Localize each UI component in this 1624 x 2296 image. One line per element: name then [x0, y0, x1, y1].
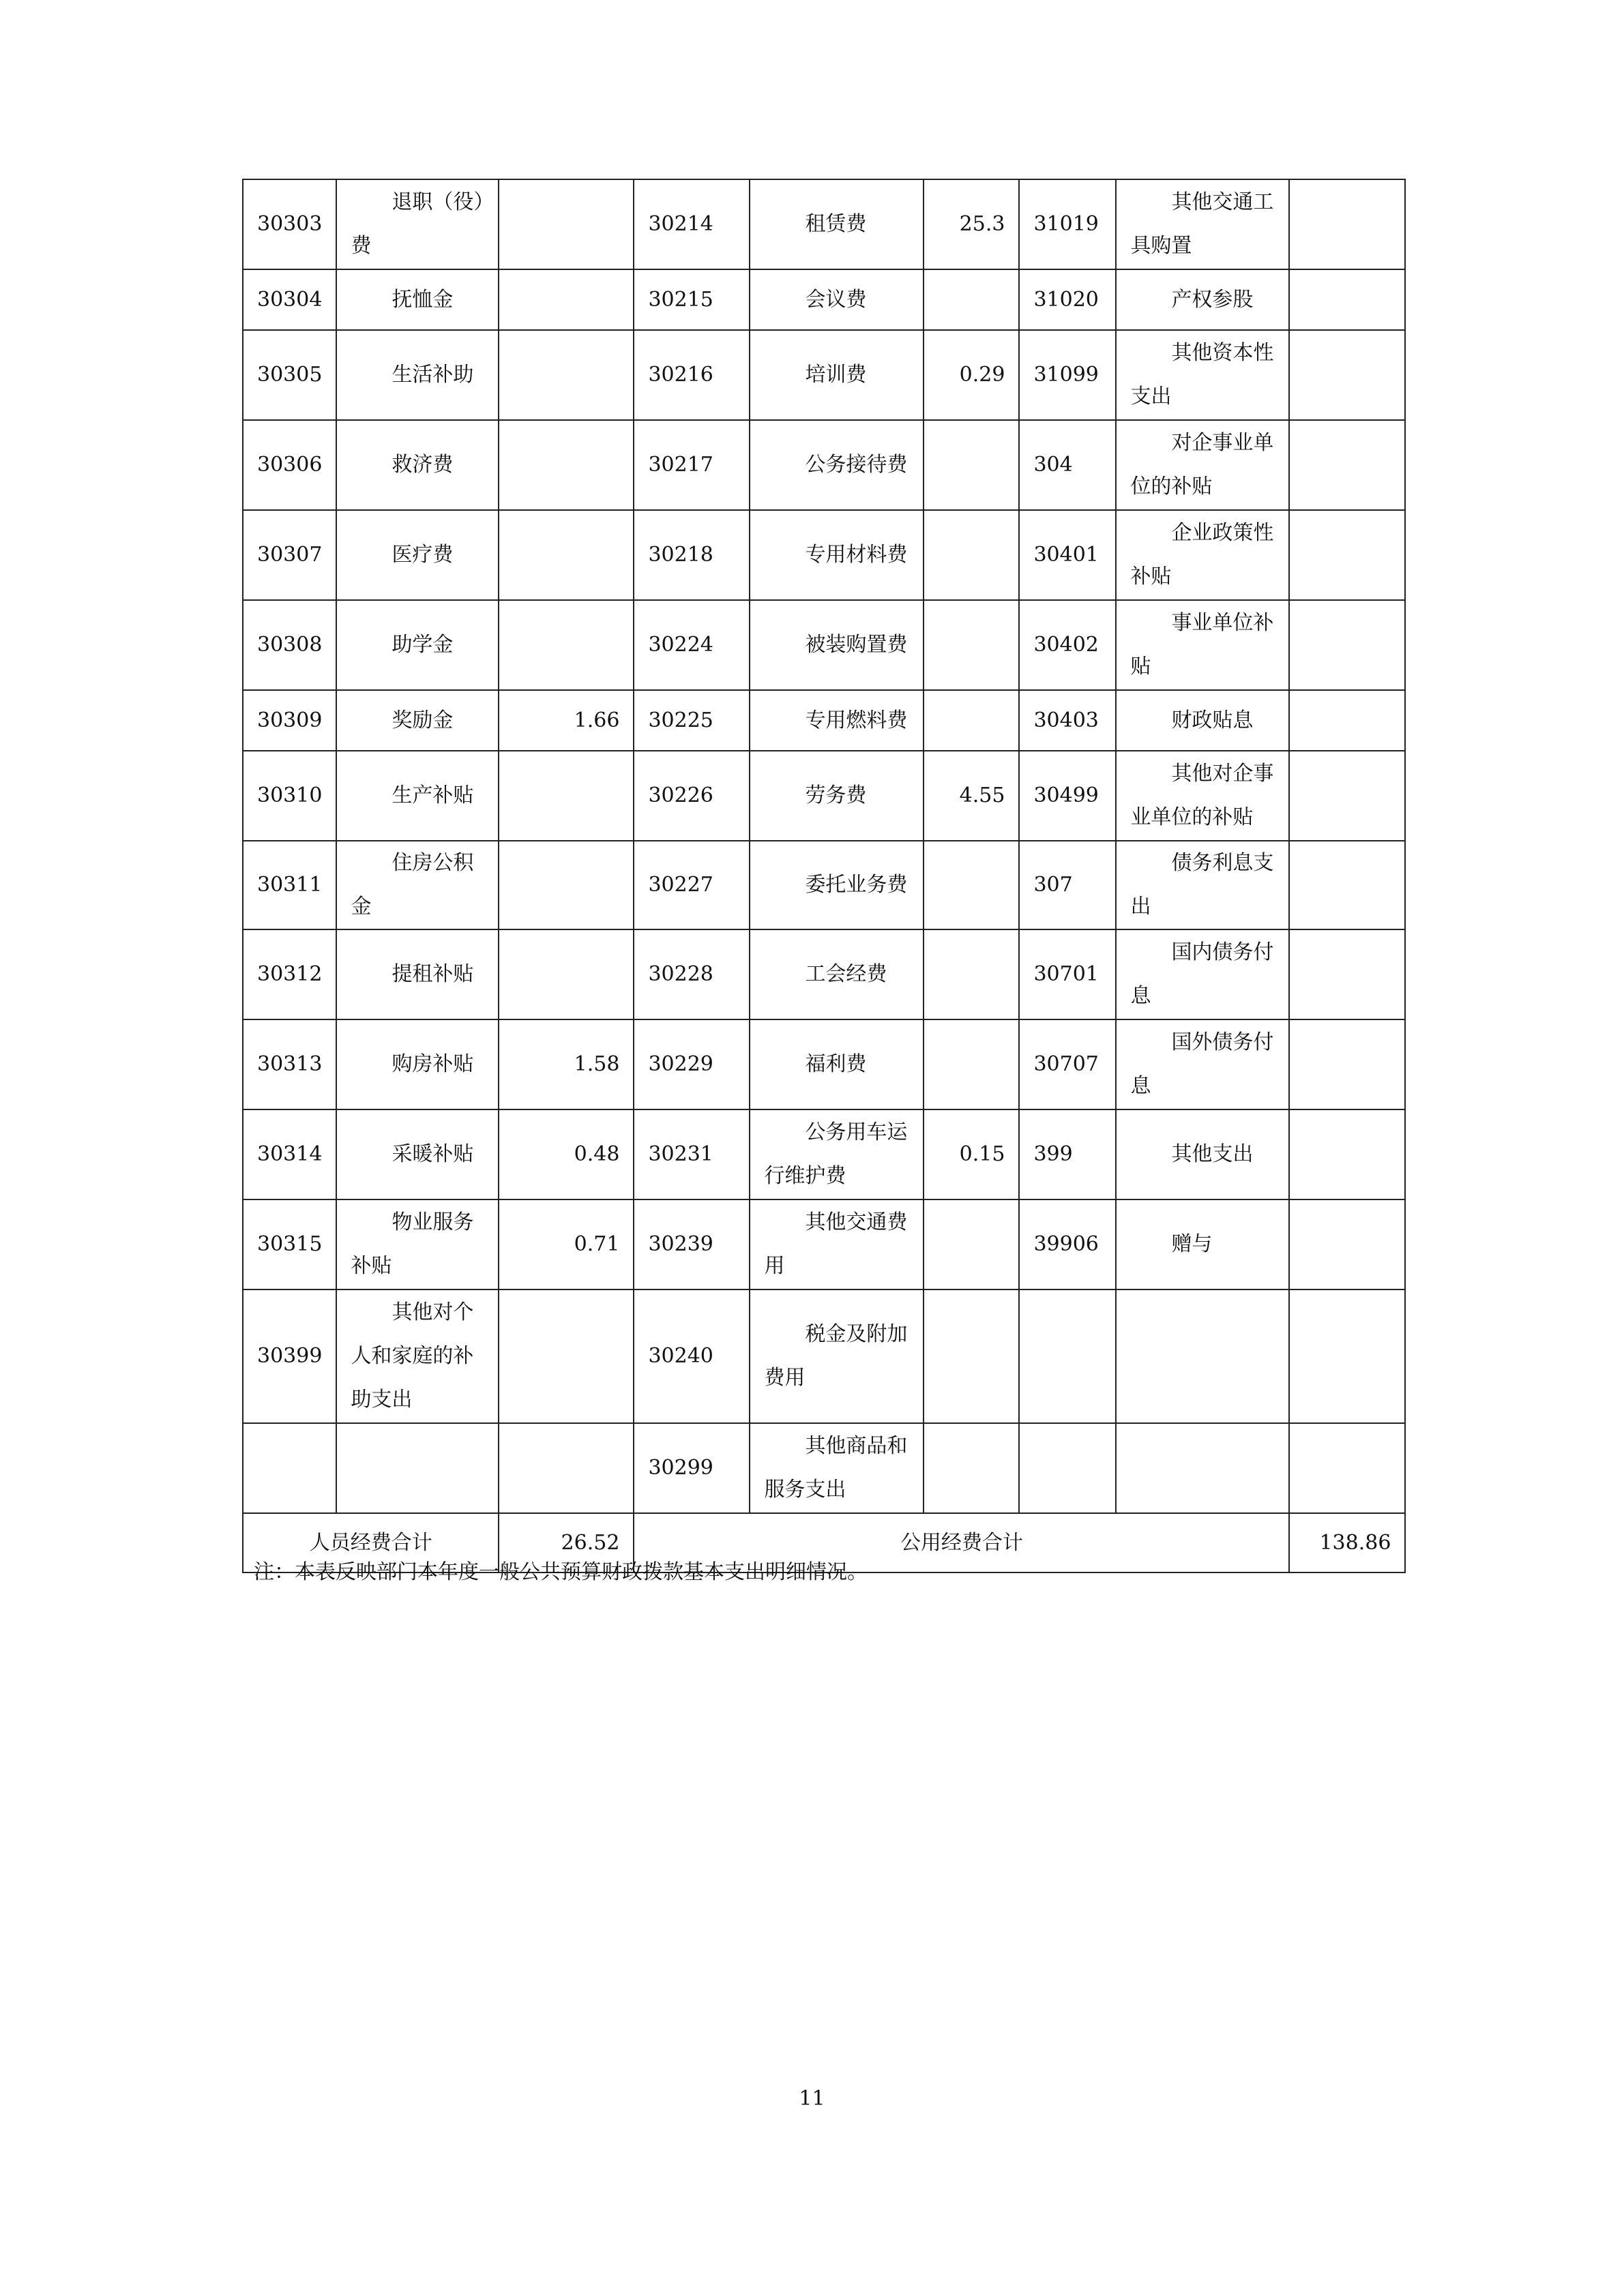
personnel-code: 30304: [243, 269, 336, 330]
public-item: 委托业务费: [750, 841, 924, 929]
public-amount: 0.29: [924, 330, 1019, 420]
public-total-value: 138.86: [1289, 1513, 1405, 1572]
public-item: 租赁费: [750, 179, 924, 269]
other-item: 对企事业单位的补贴: [1116, 420, 1289, 510]
table-row: [243, 420, 1405, 510]
public-item: 专用材料费: [750, 510, 924, 600]
personnel-code: 30306: [243, 420, 336, 510]
public-code: 30215: [634, 269, 750, 330]
public-item: 公务接待费: [750, 420, 924, 510]
personnel-item: 抚恤金: [336, 269, 499, 330]
personnel-item: 采暖补贴: [336, 1109, 499, 1199]
public-amount: [924, 1423, 1019, 1513]
public-code: 30214: [634, 179, 750, 269]
personnel-total-label: 人员经费合计: [243, 1513, 499, 1572]
personnel-amount: 0.71: [499, 1199, 634, 1289]
personnel-code: 30312: [243, 929, 336, 1019]
personnel-item: 提租补贴: [336, 929, 499, 1019]
personnel-item: 医疗费: [336, 510, 499, 600]
other-code: 30701: [1019, 929, 1116, 1019]
personnel-amount: [499, 600, 634, 690]
personnel-item: [336, 1423, 499, 1513]
table-body: [243, 179, 1405, 1572]
table-row: [243, 1019, 1405, 1109]
other-item: 国内债务付息: [1116, 929, 1289, 1019]
other-item: 产权参股: [1116, 269, 1289, 330]
public-amount: [924, 269, 1019, 330]
personnel-item: 救济费: [336, 420, 499, 510]
public-amount: [924, 1199, 1019, 1289]
other-item: 其他交通工具购置: [1116, 179, 1289, 269]
other-code: 30499: [1019, 751, 1116, 841]
personnel-item: 住房公积金: [336, 841, 499, 929]
other-code: 30402: [1019, 600, 1116, 690]
personnel-amount: [499, 179, 634, 269]
public-code: 30225: [634, 690, 750, 751]
table-row: [243, 751, 1405, 841]
personnel-amount: 1.58: [499, 1019, 634, 1109]
table-row: [243, 1109, 1405, 1199]
personnel-amount: [499, 1289, 634, 1423]
other-item: [1116, 1423, 1289, 1513]
personnel-code: 30307: [243, 510, 336, 600]
public-item: 福利费: [750, 1019, 924, 1109]
public-item: 专用燃料费: [750, 690, 924, 751]
other-item: 财政贴息: [1116, 690, 1289, 751]
public-amount: [924, 690, 1019, 751]
personnel-item: 助学金: [336, 600, 499, 690]
other-item: 企业政策性补贴: [1116, 510, 1289, 600]
personnel-amount: [499, 269, 634, 330]
public-amount: [924, 929, 1019, 1019]
other-amount: [1289, 929, 1405, 1019]
other-amount: [1289, 1109, 1405, 1199]
public-amount: [924, 1019, 1019, 1109]
personnel-item: 退职（役）费: [336, 179, 499, 269]
personnel-amount: [499, 510, 634, 600]
other-code: 31099: [1019, 330, 1116, 420]
public-code: 30228: [634, 929, 750, 1019]
other-code: 39906: [1019, 1199, 1116, 1289]
table-row: [243, 179, 1405, 269]
other-code: 399: [1019, 1109, 1116, 1199]
other-code: 30401: [1019, 510, 1116, 600]
public-amount: 25.3: [924, 179, 1019, 269]
other-item: [1116, 1289, 1289, 1423]
personnel-amount: [499, 420, 634, 510]
public-item: 被装购置费: [750, 600, 924, 690]
personnel-code: [243, 1423, 336, 1513]
other-amount: [1289, 1199, 1405, 1289]
personnel-item: 奖励金: [336, 690, 499, 751]
table-row: [243, 1289, 1405, 1423]
other-amount: [1289, 420, 1405, 510]
other-amount: [1289, 1019, 1405, 1109]
other-code: 304: [1019, 420, 1116, 510]
other-code: [1019, 1423, 1116, 1513]
personnel-code: 30308: [243, 600, 336, 690]
other-item: 其他对企事业单位的补贴: [1116, 751, 1289, 841]
table-row: [243, 269, 1405, 330]
expenditure-detail-table: [242, 179, 1406, 1573]
personnel-amount: [499, 751, 634, 841]
other-item: 其他支出: [1116, 1109, 1289, 1199]
public-code: 30218: [634, 510, 750, 600]
other-item: 事业单位补贴: [1116, 600, 1289, 690]
public-amount: [924, 420, 1019, 510]
public-item: 会议费: [750, 269, 924, 330]
other-item: 其他资本性支出: [1116, 330, 1289, 420]
public-item: 工会经费: [750, 929, 924, 1019]
public-amount: 4.55: [924, 751, 1019, 841]
public-item: 公务用车运行维护费: [750, 1109, 924, 1199]
public-item: 培训费: [750, 330, 924, 420]
personnel-code: 30311: [243, 841, 336, 929]
other-amount: [1289, 330, 1405, 420]
personnel-code: 30305: [243, 330, 336, 420]
personnel-code: 30303: [243, 179, 336, 269]
other-code: 307: [1019, 841, 1116, 929]
personnel-amount: 0.48: [499, 1109, 634, 1199]
table-row: [243, 600, 1405, 690]
public-code: 30217: [634, 420, 750, 510]
other-code: [1019, 1289, 1116, 1423]
table-row: [243, 1199, 1405, 1289]
table-row: [243, 841, 1405, 929]
public-code: 30224: [634, 600, 750, 690]
public-item: 劳务费: [750, 751, 924, 841]
personnel-amount: [499, 929, 634, 1019]
personnel-item: 生产补贴: [336, 751, 499, 841]
personnel-item: 其他对个人和家庭的补助支出: [336, 1289, 499, 1423]
other-item: 赠与: [1116, 1199, 1289, 1289]
other-amount: [1289, 179, 1405, 269]
public-item: 其他商品和服务支出: [750, 1423, 924, 1513]
other-amount: [1289, 690, 1405, 751]
public-code: 30231: [634, 1109, 750, 1199]
personnel-amount: [499, 1423, 634, 1513]
other-amount: [1289, 269, 1405, 330]
other-amount: [1289, 751, 1405, 841]
other-code: 30707: [1019, 1019, 1116, 1109]
personnel-amount: 1.66: [499, 690, 634, 751]
public-amount: [924, 1289, 1019, 1423]
public-code: 30229: [634, 1019, 750, 1109]
other-item: 国外债务付息: [1116, 1019, 1289, 1109]
personnel-amount: [499, 330, 634, 420]
personnel-code: 30309: [243, 690, 336, 751]
public-code: 30299: [634, 1423, 750, 1513]
public-code: 30239: [634, 1199, 750, 1289]
personnel-item: 生活补助: [336, 330, 499, 420]
public-code: 30227: [634, 841, 750, 929]
table-note: 注：本表反映部门本年度一般公共预算财政拨款基本支出明细情况。: [254, 1560, 868, 1584]
public-code: 30240: [634, 1289, 750, 1423]
table-row: [243, 330, 1405, 420]
other-amount: [1289, 841, 1405, 929]
other-amount: [1289, 1289, 1405, 1423]
personnel-amount: [499, 841, 634, 929]
personnel-item: 购房补贴: [336, 1019, 499, 1109]
public-item: 其他交通费用: [750, 1199, 924, 1289]
public-code: 30226: [634, 751, 750, 841]
table-row: [243, 929, 1405, 1019]
personnel-code: 30314: [243, 1109, 336, 1199]
personnel-total-value: 26.52: [499, 1513, 634, 1572]
personnel-code: 30313: [243, 1019, 336, 1109]
personnel-code: 30310: [243, 751, 336, 841]
other-amount: [1289, 1423, 1405, 1513]
public-code: 30216: [634, 330, 750, 420]
public-total-label: 公用经费合计: [634, 1513, 1289, 1572]
other-amount: [1289, 600, 1405, 690]
public-item: 税金及附加费用: [750, 1289, 924, 1423]
personnel-item: 物业服务补贴: [336, 1199, 499, 1289]
table-row: [243, 1423, 1405, 1513]
personnel-code: 30399: [243, 1289, 336, 1423]
public-amount: [924, 510, 1019, 600]
other-code: 31020: [1019, 269, 1116, 330]
page-number: 11: [799, 2087, 825, 2111]
other-amount: [1289, 510, 1405, 600]
public-amount: 0.15: [924, 1109, 1019, 1199]
personnel-code: 30315: [243, 1199, 336, 1289]
other-code: 31019: [1019, 179, 1116, 269]
other-code: 30403: [1019, 690, 1116, 751]
public-amount: [924, 600, 1019, 690]
table-row: [243, 510, 1405, 600]
table-row: [243, 690, 1405, 751]
other-item: 债务利息支出: [1116, 841, 1289, 929]
public-amount: [924, 841, 1019, 929]
